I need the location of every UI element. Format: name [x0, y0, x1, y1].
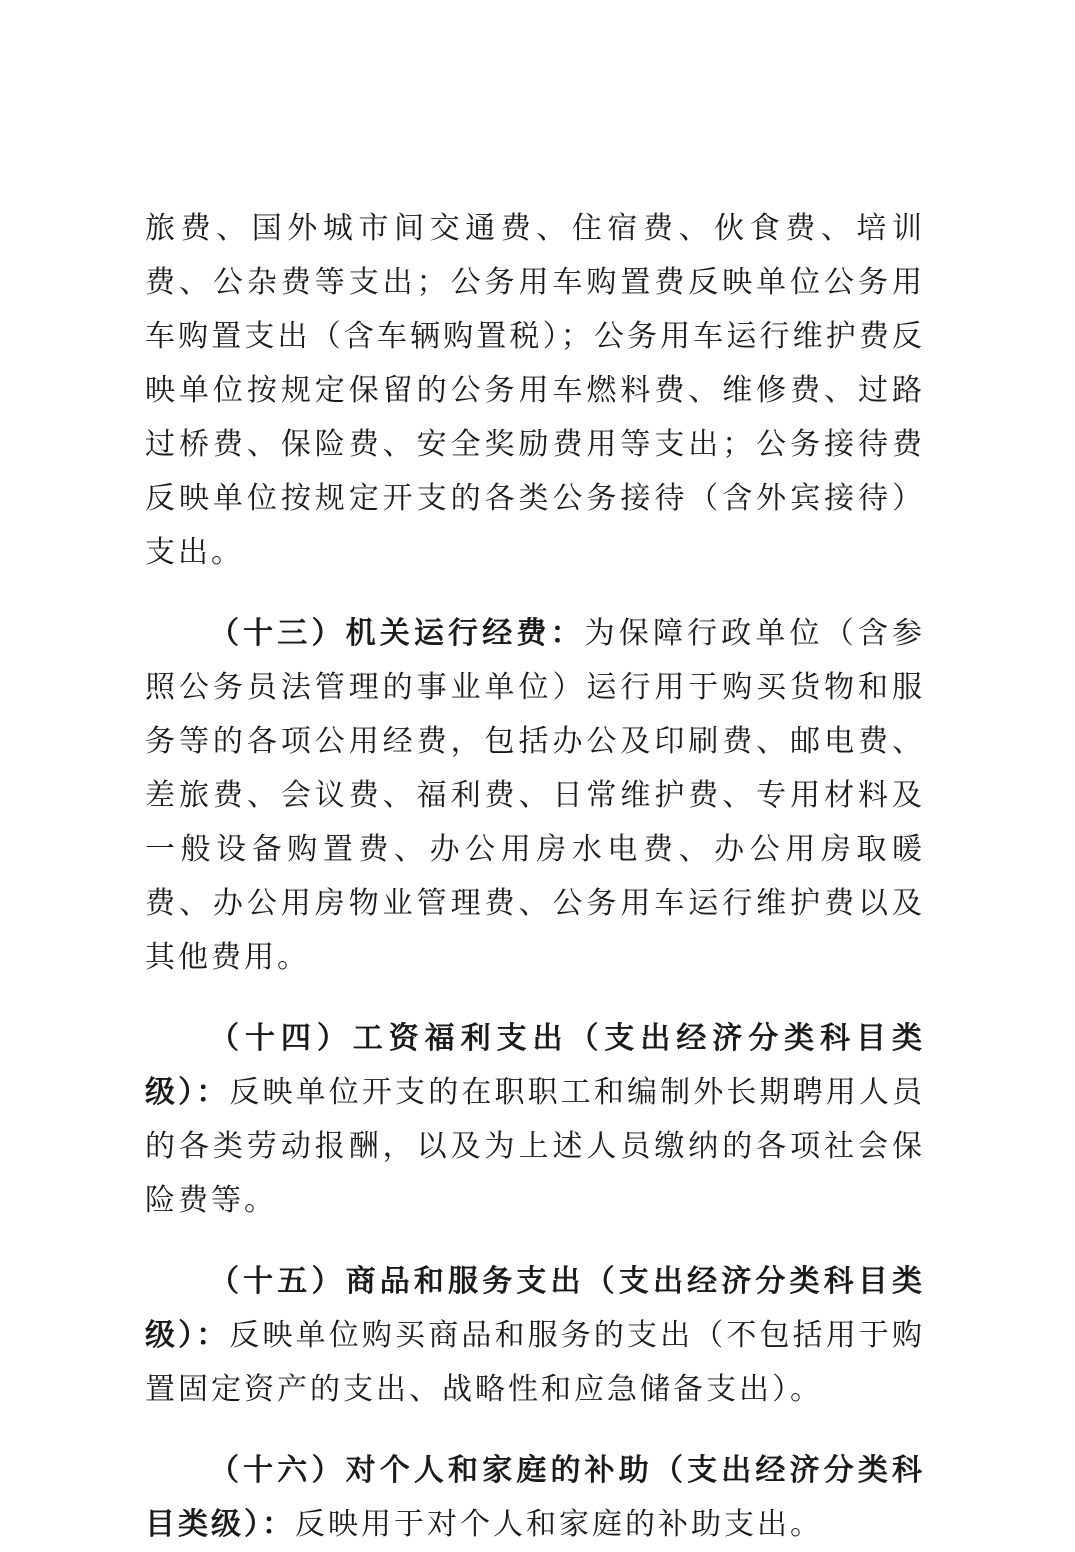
- section-heading-13: （十三）机关运行经费：: [209, 616, 585, 651]
- section-heading-16: （十六）对个人和家庭的补助（支出经济分类科目类级）：: [145, 1453, 925, 1542]
- section-body-16: 反映用于对个人和家庭的补助支出。: [295, 1507, 823, 1542]
- paragraph-13: [145, 607, 925, 985]
- paragraph-14: [145, 1012, 925, 1228]
- paragraph-travel-expenses: [145, 202, 925, 580]
- section-body-13: 为保障行政单位（含参照公务员法管理的事业单位）运行用于购买货物和服务等的各项公用经费，包括办公及印刷费、邮电费、差旅费、会议费、福利费、日常维护费、专用材料及一般设备购置费、办公用房水电费、办公用房取暖费、办公用房物业管理费、公务用车运行维护费以及其他费用。: [145, 616, 926, 975]
- paragraph-text: 旅费、国外城市间交通费、住宿费、伙食费、培训费、公杂费等支出；公务用车购置费反映单位公务用车购置支出（含车辆购置税）；公务用车运行维护费反映单位按规定保留的公务用车燃料费、维修费、过路过桥费、保险费、安全奖励费用等支出；公务接待费反映单位按规定开支的各类公务接待（含外宾接待）支出。: [145, 211, 925, 570]
- section-heading-15: （十五）商品和服务支出（支出经济分类科目类级）：: [145, 1264, 925, 1353]
- section-body-14: 反映单位开支的在职职工和编制外长期聘用人员的各类劳动报酬，以及为上述人员缴纳的各项社会保险费等。: [145, 1075, 926, 1218]
- document-body: [145, 202, 925, 1552]
- section-heading-14: （十四）工资福利支出（支出经济分类科目类级）：: [145, 1021, 925, 1110]
- paragraph-16: [145, 1444, 925, 1552]
- section-body-15: 反映单位购买商品和服务的支出（不包括用于购置固定资产的支出、战略性和应急储备支出）。: [145, 1318, 926, 1407]
- paragraph-15: [145, 1255, 925, 1417]
